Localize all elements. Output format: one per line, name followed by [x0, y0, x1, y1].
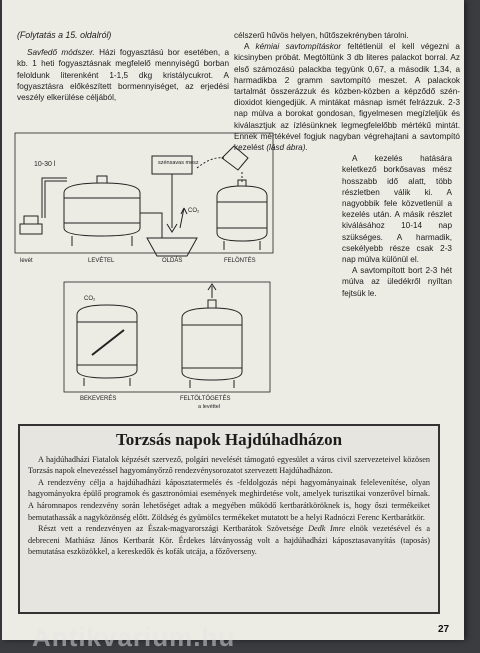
- right-p3: A kezelés hatására keletkező borkősavas mész hosszabb idő alatt, több részletben válik ki. A nagyobbik fele közvetlenül a kezelés után. A másik részlet kiválásához 10-14 nap szükséges. A harmadik, csekélyebb része csak 2-3 nap múlva különül el.: [342, 154, 452, 265]
- right-p2-pre: A: [244, 42, 256, 52]
- page-number: 27: [438, 624, 450, 635]
- barrel-4: [182, 300, 242, 388]
- box-title: Torzsás napok Hajdúhadházon: [115, 430, 343, 449]
- label-step-filling: FELTÖLTÖGETÉS: [180, 396, 231, 402]
- label-lime: szénsavas mész: [158, 160, 199, 166]
- stirring-paddle: [92, 330, 124, 355]
- barrel-1: [64, 176, 140, 246]
- figure-bottom-process-diagram: [62, 280, 272, 410]
- left-column: [17, 30, 229, 103]
- label-step-1: levét: [20, 258, 33, 264]
- continuation-note: (Folytatás a 15. oldalról): [17, 30, 112, 40]
- figure-top-process-diagram: [12, 128, 277, 268]
- article-box: [18, 424, 440, 614]
- label-co2-top: CO₂: [188, 208, 200, 214]
- label-step-4: FELÖNTÉS: [224, 258, 256, 264]
- label-step-mixing: BEKEVERÉS: [80, 396, 117, 402]
- right-p1: célszerű hűvös helyen, hűtőszekrényben tárolni.: [234, 31, 409, 40]
- method-title: Savfedő módszer.: [27, 48, 95, 58]
- pouring-bucket: [222, 146, 248, 170]
- box-p3-pre: Részt vett a rendezvényen az Észak-magyarországi Kertbarátok Szövetsége: [38, 524, 309, 534]
- left-paragraph: [17, 47, 229, 103]
- watermark: Antikvarium.hu: [32, 622, 236, 652]
- box-paragraph-3: [28, 523, 430, 558]
- right-p2-post: feltétlenül el kell végezni a kicsinyben próbát. Megtöltünk 3 db literes palackot borral. Az első számozású palackba tegyünk 0,67, a második 1,34, a harmadikba 2 gramm savtompító meszet. A palackok tartalmát összerázzuk és közben-közben a képződő szén-dioxidot kiengedjük. A mintákat másnap ismét felrázzuk. 2-3 nap múlva a borokat gondosan, figyelmesen megízleljük és kiválasztjuk az ízlésünknek legmegfelelőbb mértékű mintát. Ennek mértékével fogjuk nagyban végrehajtani a savtompító kezelést: [234, 42, 460, 153]
- box-p3-post: elnök vezetésével és a debreceni Mathiász János Kertbarát Kör. Érdekes látványosság volt a hajdúhadházi káposztasavanyítás (taposás) bemutatása eszközökkel, a kereskedők és kofák utcája, a főzőverseny.: [28, 524, 430, 557]
- box-paragraph-1: A hajdúhadházi Fiatalok képzését szervező, polgári nevelését támogató egyesület a város civil szervezeteivel közösen Torzsás napok elnevezéssel hagyományőrző rendezvénysorozatot szervezett Hajdúhadházon.: [28, 454, 430, 476]
- right-narrow-block: [342, 153, 452, 299]
- barrel-2: [217, 180, 267, 250]
- box-paragraph-2: A rendezvény célja a hajdúhadházi káposztatermelés és -feldolgozás népi hagyományainak felelevenítése, olyan hagyományokra épülő programok és gasztronómiai események meghirdetése volt, amelyek turisztikai vonzerővel bírnak. A háromnapos rendezvény során lehetőséget adtak a megyében működő kertbarátköröknek is, hogy őszi termékeiket bemutathassák a nagyközönség előtt. Zöldség és gyümölcs termékeket mutatott be a helyi Radnóczi Ferenc Kertbarátkör.: [28, 477, 430, 522]
- label-volume: 10-30 l: [34, 161, 56, 168]
- label-step-filling-sub: a levéttel: [198, 404, 221, 410]
- left-paragraph-text: Házi fogyasztású bor esetében, a kb. 1 heti fogyasztásnak megfelelő mennyiségű borban feloldunk literenként 1-1,5 dkg kristálycukrot. A fogyasztásra előkészített bormennyiséget, az erjedési veszély elkerülése céljából,: [17, 48, 230, 103]
- right-p2-em: kémiai savtompításkor: [255, 42, 342, 52]
- box-p3-em: Dedk Imre: [308, 524, 346, 534]
- label-step-2: LEVÉTEL: [88, 258, 115, 264]
- right-p4: A savtompított bort 2-3 hét múlva az üledékről nyíltan fejtsük le.: [342, 266, 452, 298]
- barrel-3: [77, 305, 137, 386]
- bottle-shape: [24, 216, 38, 224]
- label-co2-bottom: CO₂: [84, 296, 96, 302]
- magazine-page: [2, 0, 464, 652]
- figure-reference: (lásd ábra).: [266, 143, 308, 153]
- gas-arrow: [208, 284, 216, 298]
- label-step-3: OLDÁS: [162, 258, 183, 264]
